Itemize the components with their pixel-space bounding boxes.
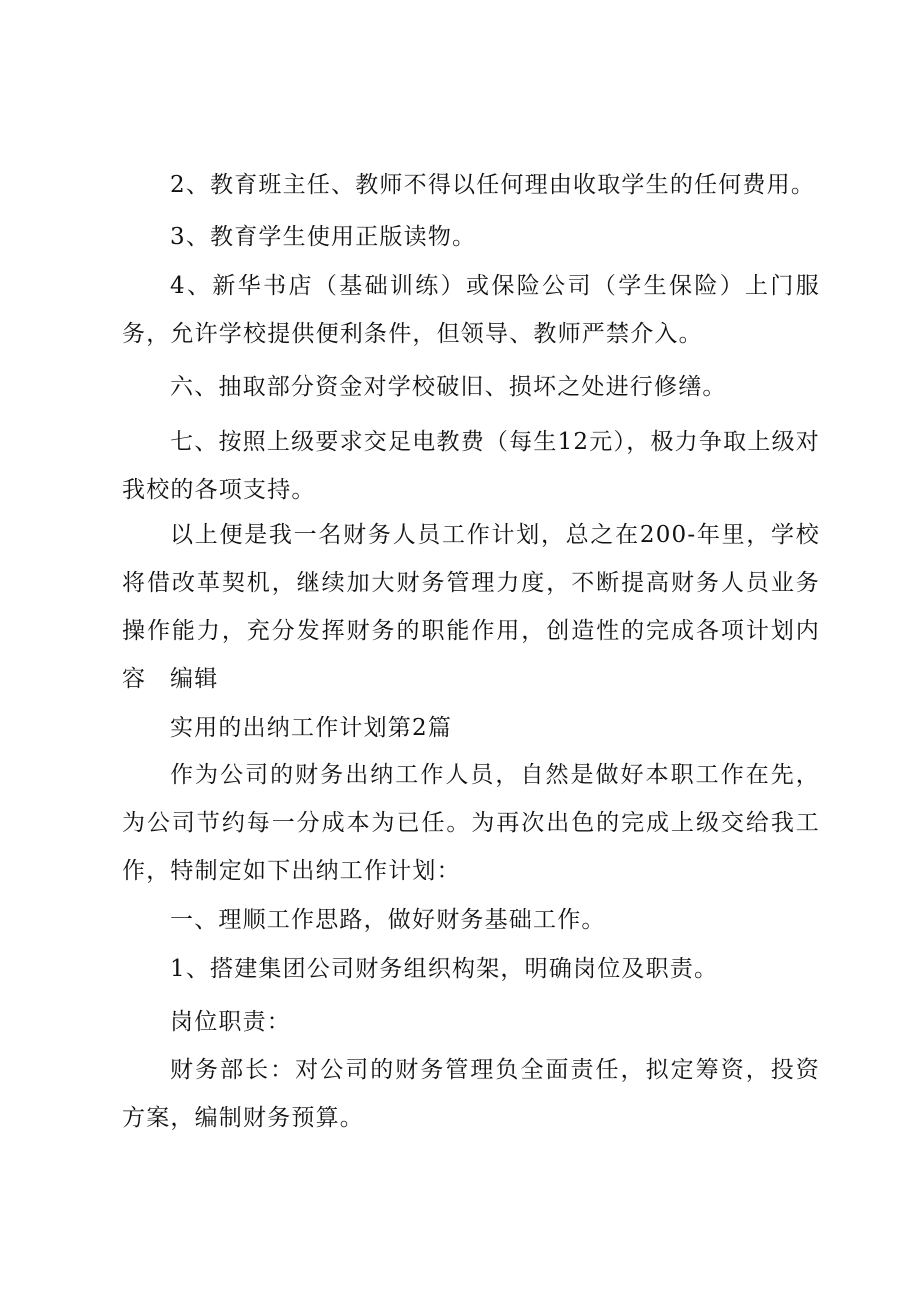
section-title: 实用的出纳工作计划第2篇 xyxy=(170,715,453,741)
paragraph-2: 3、教育学生使用正版读物。 xyxy=(170,224,477,250)
edit-label: 编辑 xyxy=(170,666,219,692)
paragraph-8: 一、理顺工作思路，做好财务基础工作。 xyxy=(170,907,606,933)
paragraph-11: 财务部长：对公司的财务管理负全面责任，拟定筹资，投资方案，编制财务预算。 xyxy=(122,1057,820,1131)
paragraph-5: 七、按照上级要求交足电教费（每生12元），极力争取上级对我校的各项支持。 xyxy=(122,429,820,503)
paragraph-9: 1、搭建集团公司财务组织构架，明确岗位及职责。 xyxy=(170,956,719,982)
paragraph-4: 六、抽取部分资金对学校破旧、损坏之处进行修缮。 xyxy=(170,374,727,400)
paragraph-7: 作为公司的财务出纳工作人员，自然是做好本职工作在先，为公司节约每一分成本为已任。为再次出色的完成上级交给我工作，特制定如下出纳工作计划： xyxy=(122,762,820,884)
paragraph-10: 岗位职责： xyxy=(170,1009,291,1035)
paragraph-3: 4、新华书店（基础训练）或保险公司（学生保险）上门服务，允许学校提供便利条件，但领导、教师严禁介入。 xyxy=(122,273,820,347)
paragraph-6: 以上便是我一名财务人员工作计划，总之在200-年里，学校将借改革契机，继续加大财务管理力度，不断提高财务人员业务操作能力，充分发挥财务的职能作用，创造性的完成各项计划内容 xyxy=(122,522,820,692)
paragraph-1: 2、教育班主任、教师不得以任何理由收取学生的任何费用。 xyxy=(170,172,816,198)
